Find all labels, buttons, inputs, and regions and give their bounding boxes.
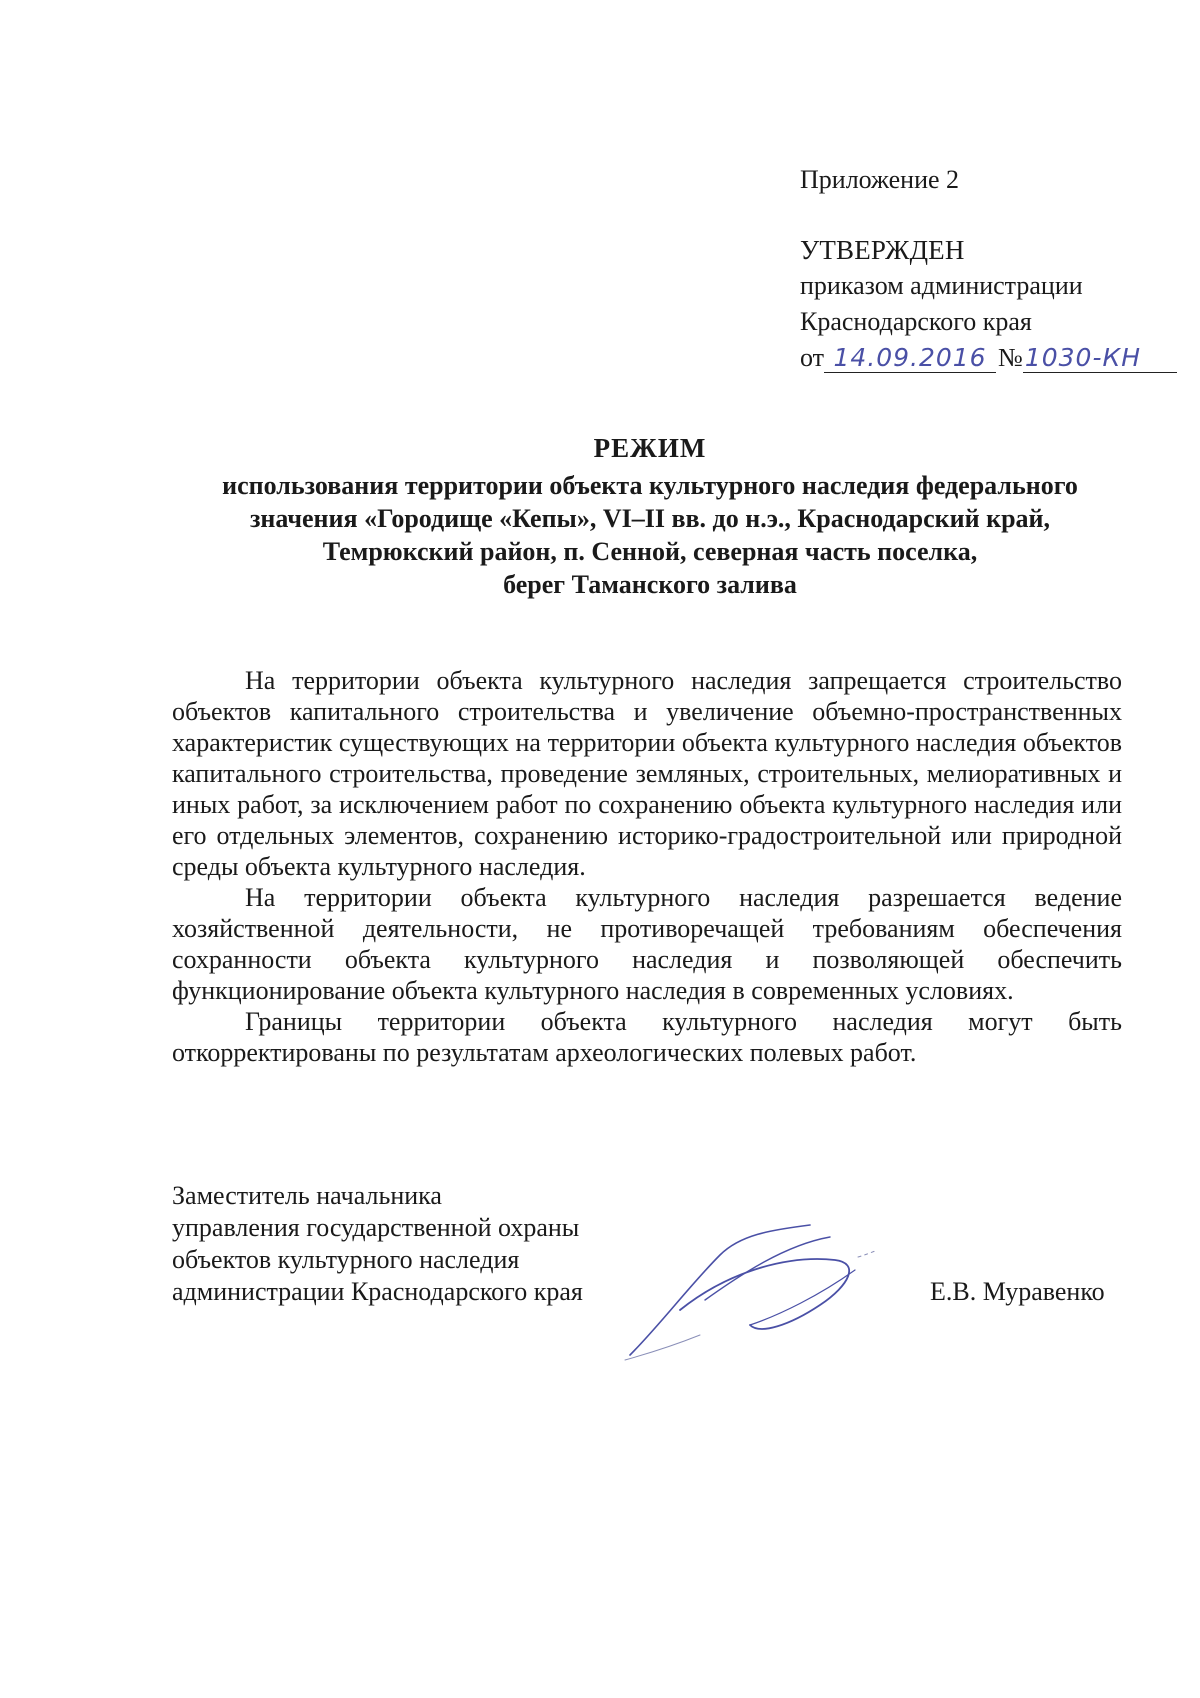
signer-name: Е.В. Муравенко — [930, 1277, 1105, 1306]
appendix-label: Приложение 2 — [800, 165, 960, 194]
body-paragraph-1: На территории объекта культурного наследия запрещается строительство объектов капитального строительства и увеличение объемно-пространственных характеристик существующих на территории объекта культурного наследия объектов капитального строительства, проведение земляных, строительных, мелиоративных и иных работ, за исключением работ по сохранению объекта культурного наследия или его отдельных элементов, сохранению историко-градостроительной или природной среды объекта культурного наследия. — [172, 666, 1122, 881]
handwritten-order-number: 1030-КН — [1023, 344, 1177, 373]
approval-title: УТВЕРЖДЕН — [800, 235, 965, 265]
signatory-line-4: администрации Краснодарского края — [172, 1277, 583, 1306]
handwritten-signature — [620, 1215, 920, 1365]
order-date-number-line — [800, 340, 1180, 376]
handwritten-order-date: 14.09.2016 — [824, 344, 996, 373]
document-title: РЕЖИМ — [593, 433, 707, 463]
body-paragraph-3: Границы территории объекта культурного наследия могут быть откорректированы по результатам археологических полевых работ. — [172, 1007, 1122, 1067]
heading-line-3: Темрюкский район, п. Сенной, северная часть поселка, — [322, 537, 978, 566]
heading-line-1: использования территории объекта культурного наследия федерального — [222, 471, 1078, 500]
signatory-line-1: Заместитель начальника — [172, 1181, 442, 1210]
heading-line-2: значения «Городище «Кепы», VI–II вв. до н.э., Краснодарский край, — [249, 504, 1051, 533]
signatory-line-3: объектов культурного наследия — [172, 1245, 520, 1274]
approval-line-1: приказом администрации — [800, 271, 1083, 300]
approval-stamp — [800, 232, 1180, 376]
document-body — [172, 665, 1122, 1068]
date-prefix: от — [800, 343, 825, 372]
signatory-line-2: управления государственной охраны — [172, 1213, 580, 1242]
appendix-header — [800, 162, 1180, 198]
signatory-position — [172, 1180, 652, 1308]
document-heading — [172, 432, 1128, 601]
approval-line-2: Краснодарского края — [800, 307, 1032, 336]
number-prefix: № — [998, 343, 1023, 372]
body-paragraph-2: На территории объекта культурного наследия разрешается ведение хозяйственной деятельности, не противоречащей требованиям обеспечения сохранности объекта культурного наследия и позволяющей обеспечить функционирование объекта культурного наследия в современных условиях. — [172, 883, 1122, 1005]
heading-line-4: берег Таманского залива — [503, 570, 797, 599]
